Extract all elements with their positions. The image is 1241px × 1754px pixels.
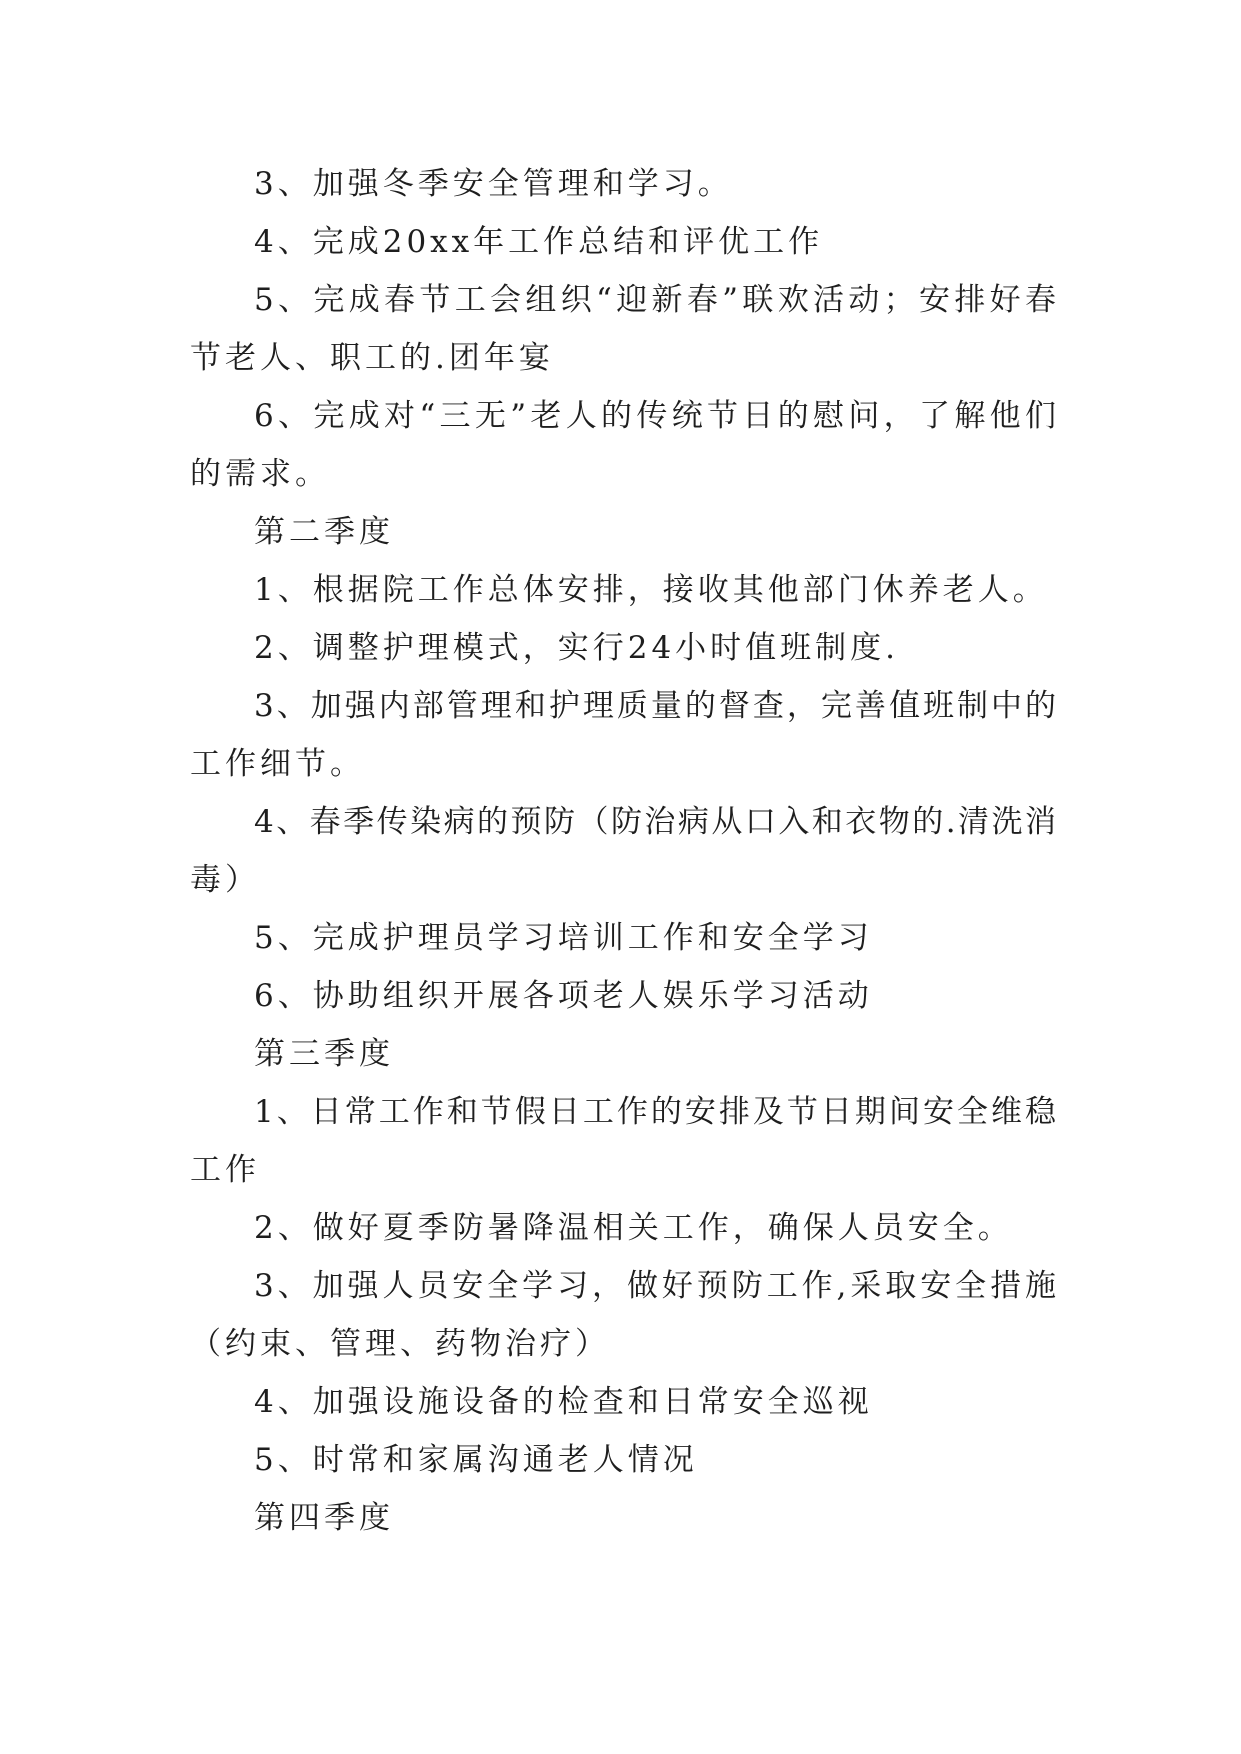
text-line: 1、根据院工作总体安排，接收其他部门休养老人。 — [254, 572, 1048, 608]
text-line: 5、完成护理员学习培训工作和安全学习 — [254, 920, 873, 956]
text-line: 5、完成春节工会组织“迎新春”联欢活动；安排好春 — [254, 282, 1056, 318]
text-line: 3、加强人员安全学习，做好预防工作,采取安全措施 — [254, 1268, 1056, 1304]
text-line: 5、时常和家属沟通老人情况 — [254, 1442, 698, 1478]
text-line: 4、加强设施设备的检查和日常安全巡视 — [254, 1384, 873, 1420]
text-line: 3、加强冬季安全管理和学习。 — [254, 166, 733, 202]
text-line: 6、协助组织开展各项老人娱乐学习活动 — [254, 978, 873, 1014]
text-line: 4、完成20xx年工作总结和评优工作 — [254, 224, 824, 260]
text-line: 节老人、职工的.团年宴 — [190, 340, 554, 376]
section-heading: 第三季度 — [254, 1036, 394, 1072]
text-line: 6、完成对“三无”老人的传统节日的慰问，了解他们 — [254, 398, 1056, 434]
text-line: 工作细节。 — [190, 746, 365, 782]
text-line: 2、做好夏季防暑降温相关工作，确保人员安全。 — [254, 1210, 1013, 1246]
text-line: 的需求。 — [190, 456, 330, 492]
text-line: 工作 — [190, 1152, 260, 1188]
text-line: 3、加强内部管理和护理质量的督查，完善值班制中的 — [254, 688, 1056, 724]
text-line: 2、调整护理模式，实行24小时值班制度. — [254, 630, 900, 666]
text-line: 毒） — [190, 862, 260, 898]
text-line: 4、春季传染病的预防（防治病从口入和衣物的.清洗消 — [254, 804, 1056, 840]
section-heading: 第二季度 — [254, 514, 394, 550]
text-line: （约束、管理、药物治疗） — [190, 1326, 610, 1362]
section-heading: 第四季度 — [254, 1500, 394, 1536]
document-page — [190, 155, 1056, 1547]
text-line: 1、日常工作和节假日工作的安排及节日期间安全维稳 — [254, 1094, 1056, 1130]
